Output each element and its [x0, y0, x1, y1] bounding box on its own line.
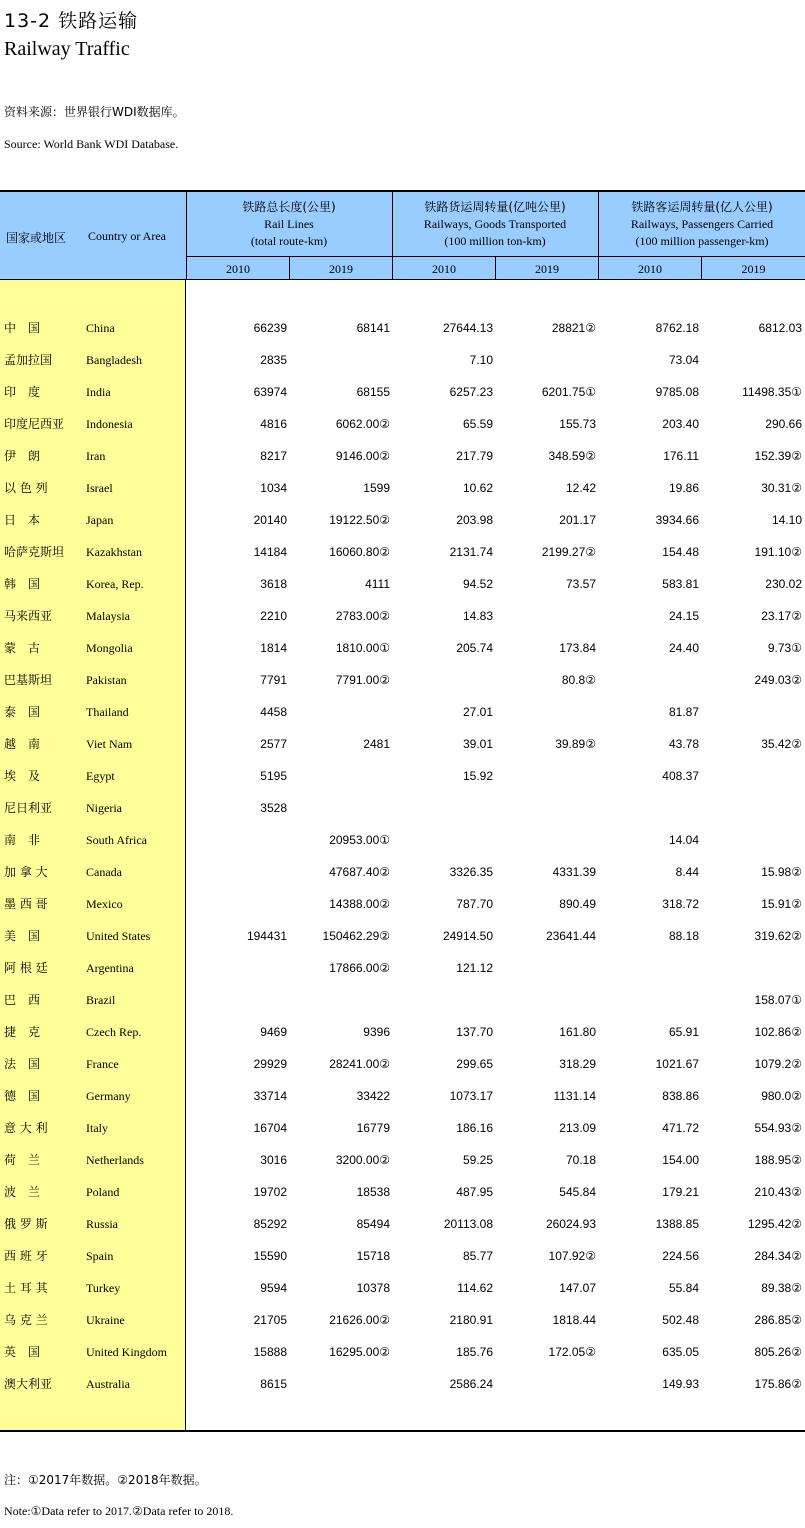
country-name-en: Viet Nam [86, 737, 133, 751]
table-row [0, 800, 805, 832]
value-cell: 2131.74 [449, 545, 493, 559]
country-name-cn: 法 国 [4, 1057, 41, 1071]
country-name-cn: 意 大 利 [4, 1121, 48, 1135]
value-cell: 175.86② [754, 1377, 802, 1391]
country-name-en: Spain [86, 1249, 114, 1263]
table-row [0, 1184, 805, 1216]
value-cell: 2199.27② [541, 545, 596, 559]
value-cell: 63974 [253, 385, 287, 399]
table-row [0, 416, 805, 448]
value-cell: 10378 [356, 1281, 390, 1295]
value-cell: 73.04 [668, 353, 699, 367]
value-cell: 1021.67 [655, 1057, 699, 1071]
country-name-en: Italy [86, 1121, 108, 1135]
value-cell: 9396 [363, 1025, 390, 1039]
value-cell: 1388.85 [655, 1217, 699, 1231]
value-cell: 10.62 [462, 481, 493, 495]
table-row [0, 352, 805, 384]
value-cell: 35.42② [761, 737, 802, 751]
country-name-cn: 以 色 列 [4, 481, 48, 495]
table-row [0, 1312, 805, 1344]
value-cell: 7.10 [469, 353, 493, 367]
value-cell: 1810.00① [335, 641, 390, 655]
header-group-rail-lines: 铁路总长度(公里) Rail Lines (total route-km) [242, 200, 336, 248]
value-cell: 583.81 [662, 577, 699, 591]
value-cell: 185.76 [456, 1345, 493, 1359]
note-cn: 注：①2017年数据。②2018年数据。 [4, 1473, 207, 1487]
country-name-en: Australia [86, 1377, 130, 1391]
value-cell: 81.87 [668, 705, 699, 719]
value-cell: 20113.08 [443, 1217, 493, 1231]
page-title-cn: 13-2 铁路运输 [4, 10, 139, 32]
value-cell: 8615 [260, 1377, 287, 1391]
note-en: Note:①Data refer to 2017.②Data refer to 2018. [4, 1504, 234, 1518]
country-name-en: Germany [86, 1089, 131, 1103]
value-cell: 27644.13 [442, 321, 493, 335]
table-row [0, 608, 805, 640]
value-cell: 65.91 [668, 1025, 699, 1039]
table-row [0, 1120, 805, 1152]
value-cell: 24.40 [668, 641, 699, 655]
table-row [0, 1024, 805, 1056]
country-name-en: Ukraine [86, 1313, 125, 1327]
value-cell: 161.80 [559, 1025, 596, 1039]
value-cell: 1814 [260, 641, 287, 655]
country-name-cn: 日 本 [4, 513, 41, 527]
value-cell: 12.42 [565, 481, 596, 495]
value-cell: 39.89② [555, 737, 596, 751]
value-cell: 43.78 [668, 737, 699, 751]
value-cell: 9469 [260, 1025, 287, 1039]
country-name-cn: 乌 克 兰 [4, 1313, 48, 1327]
value-cell: 2586.24 [449, 1377, 493, 1391]
value-cell: 2783.00② [335, 609, 390, 623]
value-cell: 8217 [260, 449, 287, 463]
country-name-cn: 马来西亚 [4, 609, 53, 623]
country-name-en: Thailand [86, 705, 129, 719]
value-cell: 23.17② [761, 609, 802, 623]
country-name-cn: 阿 根 廷 [4, 961, 48, 975]
value-cell: 2577 [260, 737, 287, 751]
country-name-en: Netherlands [86, 1153, 144, 1167]
country-name-en: India [86, 385, 111, 399]
value-cell: 66239 [253, 321, 287, 335]
value-cell: 19702 [253, 1185, 287, 1199]
country-name-cn: 俄 罗 斯 [4, 1217, 48, 1231]
value-cell: 18538 [356, 1185, 390, 1199]
country-name-en: Canada [86, 865, 122, 879]
header-year: 2019 [741, 262, 766, 276]
country-name-cn: 印度尼西亚 [4, 417, 65, 431]
value-cell: 16779 [356, 1121, 390, 1135]
value-cell: 1818.44 [552, 1313, 596, 1327]
table-row [0, 384, 805, 416]
country-name-en: France [86, 1057, 119, 1071]
value-cell: 172.05② [548, 1345, 596, 1359]
table-row [0, 1088, 805, 1120]
table-row [0, 864, 805, 896]
value-cell: 21626.00② [329, 1313, 390, 1327]
value-cell: 16704 [253, 1121, 287, 1135]
value-cell: 805.26② [754, 1345, 802, 1359]
value-cell: 14.83 [462, 609, 493, 623]
value-cell: 17866.00② [329, 961, 390, 975]
value-cell: 2180.91 [449, 1313, 493, 1327]
value-cell: 28241.00② [329, 1057, 390, 1071]
country-name-en: Iran [86, 449, 106, 463]
value-cell: 15888 [253, 1345, 287, 1359]
value-cell: 980.0② [761, 1089, 802, 1103]
value-cell: 19.86 [668, 481, 699, 495]
header-year: 2010 [638, 262, 662, 276]
value-cell: 107.92② [548, 1249, 596, 1263]
country-name-en: China [86, 321, 115, 335]
value-cell: 15.91② [761, 897, 802, 911]
value-cell: 487.95 [456, 1185, 493, 1199]
value-cell: 205.74 [456, 641, 493, 655]
value-cell: 33422 [356, 1089, 390, 1103]
value-cell: 80.8② [561, 673, 596, 687]
value-cell: 173.84 [559, 641, 596, 655]
value-cell: 15590 [253, 1249, 287, 1263]
value-cell: 838.86 [662, 1089, 699, 1103]
header-country-en: Country or Area [88, 229, 166, 243]
value-cell: 147.07 [559, 1281, 596, 1295]
country-name-cn: 加 拿 大 [4, 865, 48, 879]
value-cell: 14388.00② [329, 897, 390, 911]
value-cell: 20953.00① [329, 833, 390, 847]
table-bottom-rule [0, 1430, 805, 1432]
value-cell: 20140 [253, 513, 287, 527]
value-cell: 6812.03 [758, 321, 802, 335]
value-cell: 14.04 [668, 833, 699, 847]
table-row [0, 576, 805, 608]
value-cell: 2210 [260, 609, 287, 623]
value-cell: 348.59② [548, 449, 596, 463]
value-cell: 28821② [551, 321, 596, 335]
value-cell: 8.44 [675, 865, 699, 879]
value-cell: 2835 [260, 353, 287, 367]
country-name-en: South Africa [86, 833, 147, 847]
value-cell: 102.86② [754, 1025, 802, 1039]
value-cell: 545.84 [559, 1185, 596, 1199]
value-cell: 3326.35 [449, 865, 493, 879]
header-country-cn: 国家或地区 [6, 231, 67, 245]
country-name-cn: 西 班 牙 [4, 1249, 48, 1263]
country-name-en: Nigeria [86, 801, 122, 815]
country-name-en: United Kingdom [86, 1345, 167, 1359]
value-cell: 3016 [260, 1153, 287, 1167]
value-cell: 15718 [356, 1249, 390, 1263]
value-cell: 7791 [260, 673, 287, 687]
header-year: 2010 [226, 262, 250, 276]
value-cell: 94.52 [462, 577, 493, 591]
country-name-cn: 荷 兰 [4, 1153, 41, 1167]
value-cell: 635.05 [662, 1345, 699, 1359]
value-cell: 787.70 [456, 897, 493, 911]
table-row [0, 832, 805, 864]
value-cell: 502.48 [662, 1313, 699, 1327]
country-name-cn: 孟加拉国 [4, 353, 53, 367]
value-cell: 19122.50② [329, 513, 390, 527]
value-cell: 85292 [253, 1217, 287, 1231]
value-cell: 154.00 [662, 1153, 699, 1167]
value-cell: 4458 [260, 705, 287, 719]
value-cell: 88.18 [668, 929, 699, 943]
value-cell: 319.62② [754, 929, 802, 943]
value-cell: 33714 [253, 1089, 287, 1103]
country-name-cn: 蒙 古 [4, 641, 41, 655]
value-cell: 408.37 [662, 769, 699, 783]
value-cell: 3934.66 [655, 513, 699, 527]
value-cell: 89.38② [761, 1281, 802, 1295]
value-cell: 249.03② [754, 673, 802, 687]
value-cell: 213.09 [559, 1121, 596, 1135]
value-cell: 14.10 [771, 513, 802, 527]
country-name-cn: 埃 及 [4, 769, 41, 783]
value-cell: 1034 [260, 481, 287, 495]
source-cn: 资料来源：世界银行WDI数据库。 [4, 105, 185, 119]
value-cell: 68141 [356, 321, 390, 335]
value-cell: 137.70 [456, 1025, 493, 1039]
value-cell: 6257.23 [449, 385, 493, 399]
table-row [0, 1376, 805, 1408]
table-header [0, 192, 805, 280]
value-cell: 6062.00② [335, 417, 390, 431]
country-name-cn: 巴基斯坦 [4, 673, 53, 687]
value-cell: 9594 [260, 1281, 287, 1295]
value-cell: 6201.75① [541, 385, 596, 399]
country-name-cn: 巴 西 [4, 993, 41, 1007]
value-cell: 152.39② [754, 449, 802, 463]
table-row [0, 320, 805, 352]
value-cell: 3200.00② [335, 1153, 390, 1167]
value-cell: 9.73① [767, 641, 802, 655]
value-cell: 21705 [253, 1313, 287, 1327]
value-cell: 1131.14 [553, 1089, 596, 1103]
country-name-cn: 英 国 [4, 1345, 41, 1359]
country-name-cn: 越 南 [4, 737, 41, 751]
value-cell: 65.59 [462, 417, 493, 431]
value-cell: 186.16 [456, 1121, 493, 1135]
value-cell: 114.62 [457, 1281, 493, 1295]
value-cell: 85.77 [462, 1249, 493, 1263]
value-cell: 47687.40② [329, 865, 390, 879]
header-group-passengers: 铁路客运周转量(亿人公里) Railways, Passengers Carried (100 million passenger-km) [630, 200, 774, 248]
table-row [0, 1248, 805, 1280]
table-row [0, 1056, 805, 1088]
country-name-cn: 捷 克 [4, 1025, 41, 1039]
value-cell: 15.98② [761, 865, 802, 879]
table-row [0, 992, 805, 1024]
country-name-cn: 南 非 [4, 833, 41, 847]
value-cell: 68155 [356, 385, 390, 399]
value-cell: 27.01 [462, 705, 493, 719]
value-cell: 16060.80② [329, 545, 390, 559]
value-cell: 3618 [260, 577, 287, 591]
value-cell: 210.43② [754, 1185, 802, 1199]
table-row [0, 768, 805, 800]
value-cell: 1073.17 [449, 1089, 493, 1103]
value-cell: 1599 [363, 481, 390, 495]
value-cell: 4111 [365, 577, 390, 591]
value-cell: 154.48 [662, 545, 699, 559]
table-row [0, 704, 805, 736]
value-cell: 2481 [363, 737, 390, 751]
value-cell: 299.65 [456, 1057, 493, 1071]
value-cell: 4331.39 [552, 865, 596, 879]
value-cell: 24.15 [668, 609, 699, 623]
value-cell: 1295.42② [747, 1217, 802, 1231]
value-cell: 39.01 [462, 737, 493, 751]
country-name-cn: 美 国 [4, 929, 41, 943]
value-cell: 194431 [246, 929, 287, 943]
country-name-cn: 澳大利亚 [4, 1377, 53, 1391]
country-name-en: Israel [86, 481, 113, 495]
value-cell: 59.25 [462, 1153, 493, 1167]
country-name-en: Malaysia [86, 609, 130, 623]
country-name-cn: 哈萨克斯坦 [4, 545, 65, 559]
value-cell: 8762.18 [655, 321, 699, 335]
country-name-en: Czech Rep. [86, 1025, 142, 1039]
table-row [0, 1280, 805, 1312]
value-cell: 150462.29② [322, 929, 390, 943]
country-name-en: Turkey [86, 1281, 121, 1295]
country-name-en: Bangladesh [86, 353, 142, 367]
table-row [0, 1152, 805, 1184]
table-row [0, 896, 805, 928]
header-year: 2019 [535, 262, 559, 276]
value-cell: 318.29 [559, 1057, 596, 1071]
value-cell: 9785.08 [655, 385, 699, 399]
value-cell: 179.21 [662, 1185, 699, 1199]
country-name-cn: 韩 国 [4, 577, 41, 591]
value-cell: 203.40 [662, 417, 699, 431]
value-cell: 9146.00② [335, 449, 390, 463]
country-name-cn: 德 国 [4, 1089, 41, 1103]
header-year: 2010 [432, 262, 456, 276]
value-cell: 3528 [260, 801, 287, 815]
table-row [0, 1344, 805, 1376]
country-name-cn: 伊 朗 [4, 449, 41, 463]
value-cell: 85494 [356, 1217, 390, 1231]
country-name-cn: 墨 西 哥 [4, 897, 48, 911]
value-cell: 191.10② [754, 545, 802, 559]
table-row [0, 736, 805, 768]
country-name-cn: 波 兰 [4, 1185, 41, 1199]
value-cell: 318.72 [662, 897, 699, 911]
table-row [0, 1216, 805, 1248]
value-cell: 284.34② [754, 1249, 802, 1263]
country-name-en: Mexico [86, 897, 123, 911]
value-cell: 176.11 [663, 449, 699, 463]
country-name-cn: 中 国 [4, 321, 41, 335]
value-cell: 14184 [253, 545, 287, 559]
page-title-en: Railway Traffic [4, 38, 130, 60]
country-name-en: Indonesia [86, 417, 133, 431]
value-cell: 155.73 [559, 417, 596, 431]
country-name-en: Brazil [86, 993, 116, 1007]
value-cell: 290.66 [765, 417, 802, 431]
country-name-en: Poland [86, 1185, 120, 1199]
value-cell: 11498.35① [742, 385, 802, 399]
table-row [0, 448, 805, 480]
source-en: Source: World Bank WDI Database. [4, 137, 179, 151]
header-group-goods: 铁路货运周转量(亿吨公里) Railways, Goods Transported (100 million ton-km) [423, 200, 567, 248]
value-cell: 55.84 [668, 1281, 699, 1295]
country-name-cn: 印 度 [4, 385, 41, 399]
value-cell: 4816 [260, 417, 287, 431]
country-name-en: Kazakhstan [86, 545, 142, 559]
value-cell: 230.02 [765, 577, 802, 591]
country-name-en: Mongolia [86, 641, 133, 655]
country-name-cn: 泰 国 [4, 705, 41, 719]
table-row [0, 544, 805, 576]
value-cell: 70.18 [565, 1153, 596, 1167]
country-name-en: Pakistan [86, 673, 127, 687]
value-cell: 217.79 [456, 449, 493, 463]
value-cell: 30.31② [761, 481, 802, 495]
country-name-en: Japan [86, 513, 114, 527]
value-cell: 286.85② [754, 1313, 802, 1327]
table-row [0, 928, 805, 960]
value-cell: 188.95② [754, 1153, 802, 1167]
value-cell: 7791.00② [335, 673, 390, 687]
value-cell: 29929 [253, 1057, 287, 1071]
header-year: 2019 [329, 262, 353, 276]
value-cell: 471.72 [662, 1121, 699, 1135]
table-row [0, 672, 805, 704]
value-cell: 890.49 [559, 897, 596, 911]
country-name-en: Argentina [86, 961, 134, 975]
value-cell: 554.93② [754, 1121, 802, 1135]
country-name-en: Russia [86, 1217, 119, 1231]
country-name-en: Korea, Rep. [86, 577, 144, 591]
country-name-en: Egypt [86, 769, 115, 783]
value-cell: 224.56 [662, 1249, 699, 1263]
table-row [0, 512, 805, 544]
value-cell: 121.12 [456, 961, 493, 975]
value-cell: 26024.93 [545, 1217, 596, 1231]
value-cell: 149.93 [662, 1377, 699, 1391]
value-cell: 15.92 [462, 769, 493, 783]
value-cell: 1079.2② [754, 1057, 802, 1071]
table-row [0, 480, 805, 512]
value-cell: 158.07① [754, 993, 802, 1007]
value-cell: 201.17 [559, 513, 596, 527]
value-cell: 24914.50 [442, 929, 493, 943]
value-cell: 203.98 [456, 513, 493, 527]
country-name-cn: 尼日利亚 [4, 801, 53, 815]
country-name-en: United States [86, 929, 151, 943]
country-name-cn: 土 耳 其 [4, 1281, 48, 1295]
value-cell: 73.57 [565, 577, 596, 591]
value-cell: 5195 [260, 769, 287, 783]
value-cell: 23641.44 [545, 929, 596, 943]
table-row [0, 640, 805, 672]
value-cell: 16295.00② [329, 1345, 390, 1359]
table-row [0, 960, 805, 992]
